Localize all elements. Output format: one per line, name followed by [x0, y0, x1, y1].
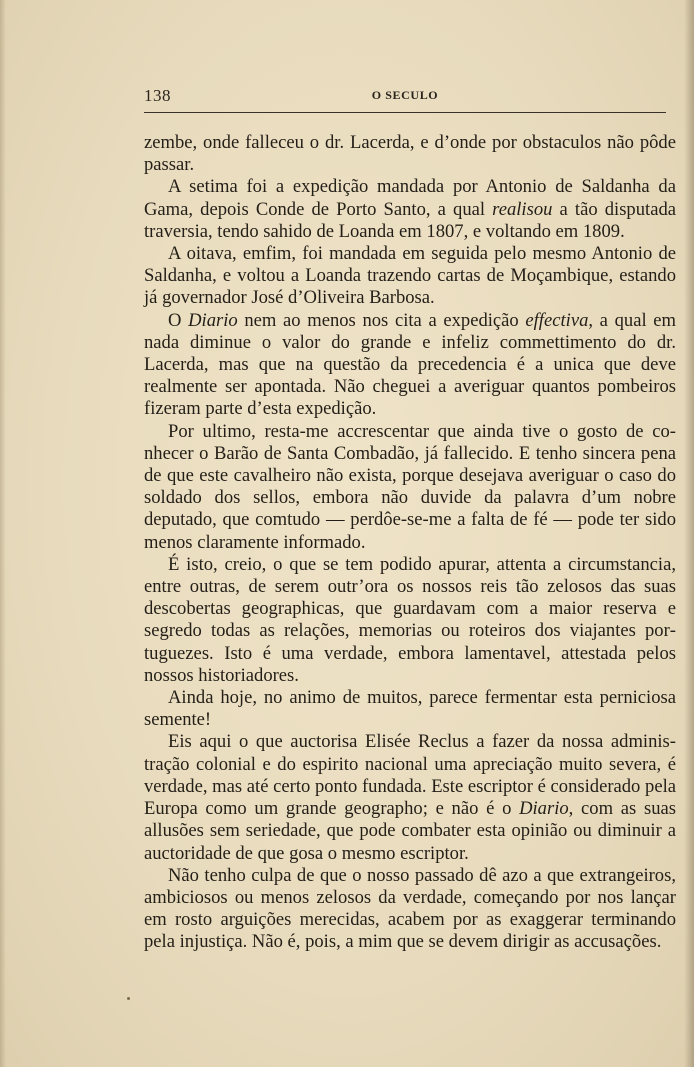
body-text [144, 132, 676, 954]
text-run: a tão disputada traversia, tendo sahido de Loanda em 1807, e voltando em 1809. [144, 198, 676, 242]
italic-text: Diario [188, 309, 238, 331]
text-run: Ainda hoje, no animo de muitos, parece fermentar esta perniciosa semente! [144, 687, 676, 731]
text-run: zembe, onde falleceu o dr. Lacerda, e d’onde por obstaculos não pôde passar. [144, 132, 676, 176]
italic-text: Diario [519, 798, 569, 820]
paragraph [144, 310, 676, 421]
text-run: A oitava, emfim, foi mandada em seguida pelo mesmo Antonio de Saldanha, e voltou a Loanda trazendo cartas de Moçambique, estando já governador José d’Oliveira Barbosa. [144, 243, 676, 309]
text-run: nem ao menos nos cita a expedição [237, 309, 526, 331]
text-run: É isto, creio, o que se tem podido apurar, attenta a circumstancia, entre outras, de serem outr’ora os nossos reis tão zelosos das suas descobertas geographicas, que guardavam com a maior reserva e segredo todas as relações, memorias ou roteiros dos viajantes portuguezes. Isto é uma verdade, embora lamentavel, attestada pelos nossos historiadores. [144, 553, 676, 686]
italic-text: effectiva [525, 309, 589, 331]
paragraph [144, 687, 676, 731]
paragraph [144, 243, 676, 310]
text-run: O [168, 309, 189, 331]
italic-text: realisou [492, 198, 553, 220]
paragraph [144, 421, 676, 554]
text-run: , com as suas allusões sem seriedade, que pode combater esta opinião ou diminuir a auctoridade de que gosa o mesmo escriptor. [144, 798, 676, 864]
paragraph [144, 554, 676, 687]
paper-speck [127, 997, 130, 1000]
paragraph [144, 132, 676, 176]
text-run: Por ultimo, resta-me accrescentar que ainda tive o gosto de conhecer o Barão de Santa Combadão, já fallecido. E tenho sincera pena de que este cavalheiro não exista, porque desejava averiguar o caso do soldado dos sellos, embora não duvide da palavra d’um nobre deputado, que comtudo — perdôe-se-me a falta de fé — pode ter sido menos claramente informado. [144, 420, 676, 553]
page-number: 138 [144, 86, 171, 105]
page-header [144, 86, 666, 108]
text-run: A setima foi a expedição mandada por Antonio de Saldanha da Gama, depois Conde de Porto Santo, a qual [144, 176, 676, 220]
running-title: O SECULO [371, 88, 439, 102]
page-left-edge-shadow [0, 0, 6, 1067]
text-run: Eis aqui o que auctorisa Elisée Reclus a fazer da nossa administração colonial e do espirito nacional uma apreciação muito severa, é verdade, mas até certo ponto fundada. Este escriptor é considerado pela Europa como um grande geographo; e não é o [144, 731, 676, 820]
paragraph [144, 176, 676, 243]
page-right-edge-shadow [684, 0, 694, 1067]
paragraph [144, 865, 676, 954]
paragraph [144, 731, 676, 864]
text-run: Não tenho culpa de que o nosso passado dê azo a que extrangeiros, ambiciosos ou menos zelosos da verdade, começando por nos lançar em rosto arguições merecidas, acabem por as exaggerar terminando pela injustiça. Não é, pois, a mim que se devem dirigir as accusações. [144, 864, 676, 953]
header-rule [144, 112, 666, 113]
text-run: , a qual em nada diminue o valor do grande e infeliz commettimento do dr. Lacerda, mas que na questão da precedencia é a unica que deve realmente ser apontada. Não cheguei a averiguar quantos pombeiros fizeram parte d’esta expedição. [144, 309, 676, 420]
